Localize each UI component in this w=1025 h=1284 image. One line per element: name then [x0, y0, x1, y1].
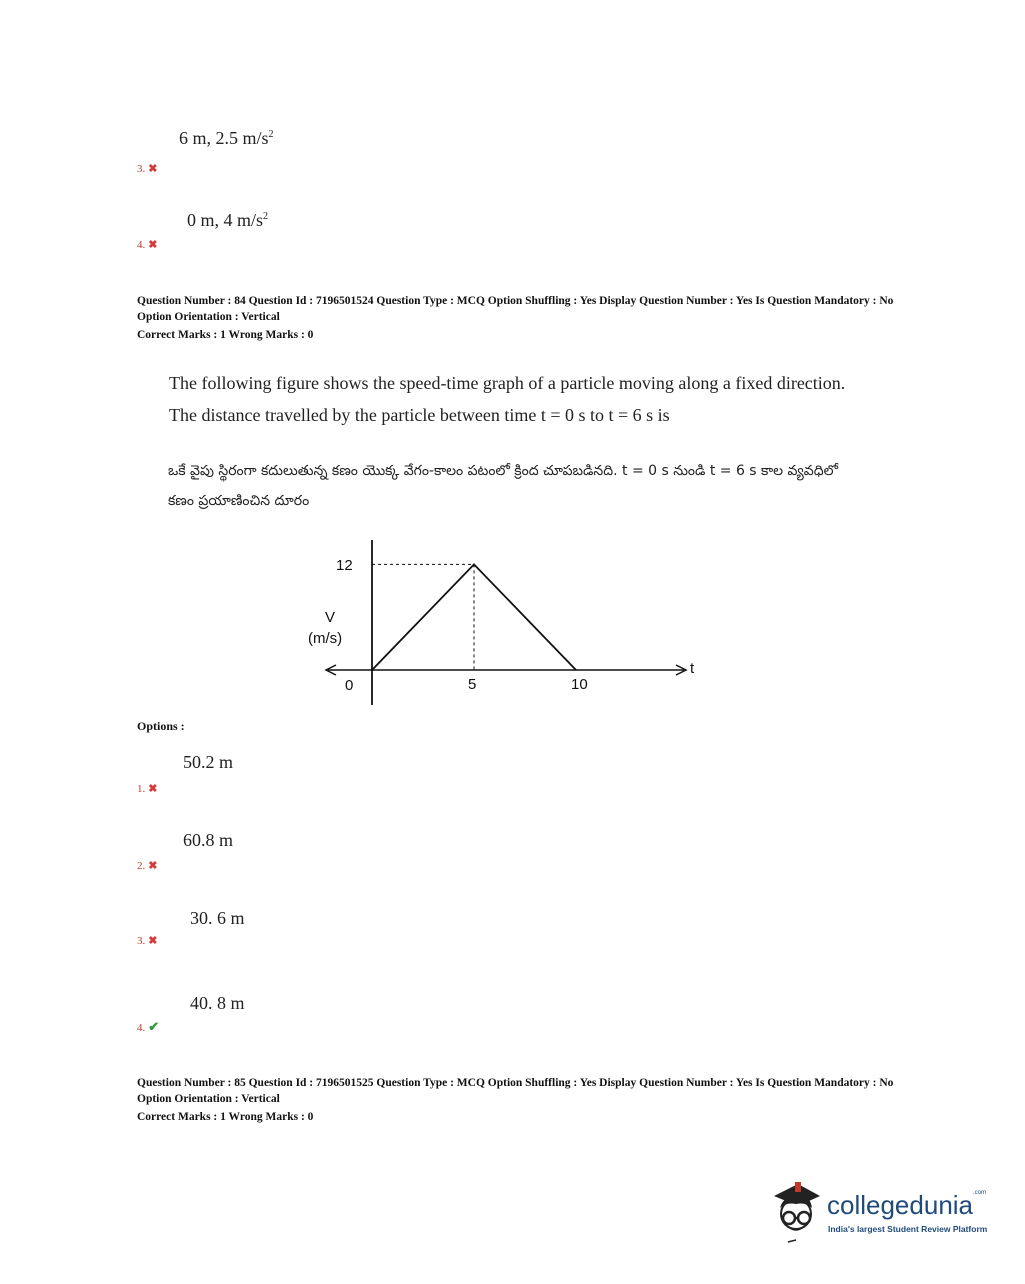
- y-axis-label-units: (m/s): [308, 630, 343, 647]
- question-84-meta: [137, 293, 897, 343]
- q84-option-3-number: 3. ✖: [137, 935, 158, 947]
- question-85-meta-line1: Question Number : 85 Question Id : 7196501525 Question Type : MCQ Option Shuffling : Yes Display Question Number : Yes Is Question Mandatory : No Option Orientation : Vertical: [137, 1077, 894, 1105]
- q84-option-4-text: 40. 8 m: [190, 993, 245, 1013]
- q84-option-2-text: 60.8 m: [183, 830, 234, 850]
- question-84-meta-line1: Question Number : 84 Question Id : 7196501524 Question Type : MCQ Option Shuffling : Yes Display Question Number : Yes Is Question Mandatory : No Option Orientation : Vertical: [137, 295, 894, 323]
- x-tick-0: 0: [345, 677, 354, 694]
- correct-mark-icon: ✔: [148, 1019, 160, 1034]
- speed-time-graph: [300, 540, 720, 715]
- question-85-marks: Correct Marks : 1 Wrong Marks : 0: [137, 1111, 314, 1123]
- q84-option-4-number: 4. ✔: [137, 1019, 160, 1034]
- question-84-marks: Correct Marks : 1 Wrong Marks : 0: [137, 329, 314, 341]
- x-tick-5: 5: [468, 676, 477, 693]
- collegedunia-logo: [766, 1176, 996, 1246]
- wrong-mark-icon: ✖: [148, 163, 158, 175]
- q84-option-1-text: 50.2 m: [183, 752, 234, 772]
- question-84-text-en: The following figure shows the speed-time graph of a particle moving along a fixed direction. The distance travelled by the particle between time t = 0 s to t = 6 s is: [169, 373, 846, 425]
- option-3-number: 3. ✖: [137, 163, 158, 175]
- wrong-mark-icon: ✖: [148, 935, 158, 947]
- option-3-text: 6 m, 2.5 $m/s^2$: [179, 128, 274, 148]
- y-tick-12: 12: [336, 557, 353, 574]
- logo-tagline: India's largest Student Review Platform: [828, 1224, 988, 1234]
- mascot-icon: [766, 1176, 824, 1246]
- wrong-mark-icon: ✖: [148, 239, 158, 251]
- question-85-meta: [137, 1075, 897, 1125]
- x-axis-label-t: t: [690, 660, 695, 677]
- wrong-mark-icon: ✖: [148, 783, 158, 795]
- logo-name: collegedunia$^{.com}$: [827, 1190, 987, 1220]
- option-4-number: 4. ✖: [137, 239, 158, 251]
- x-tick-10: 10: [571, 676, 588, 693]
- options-label: Options :: [137, 719, 185, 733]
- question-84-text-te: ఒకే వైపు స్థిరంగా కదులుతున్న కణం యొక్క వేగం-కాలం పటంలో క్రింద చూపబడినది. t = 0 s నుండి t = 6 s కాల వ్యవధిలో కణం ప్రయాణించిన దూరం: [168, 463, 839, 509]
- option-4-text: 0 m, 4 $m/s^2$: [187, 210, 269, 230]
- speed-series-line: [372, 564, 576, 670]
- y-axis-label-v: V: [325, 609, 336, 626]
- q84-option-3-text: 30. 6 m: [190, 908, 245, 928]
- q84-option-2-number: 2. ✖: [137, 860, 158, 872]
- wrong-mark-icon: ✖: [148, 860, 158, 872]
- q84-option-1-number: 1. ✖: [137, 783, 158, 795]
